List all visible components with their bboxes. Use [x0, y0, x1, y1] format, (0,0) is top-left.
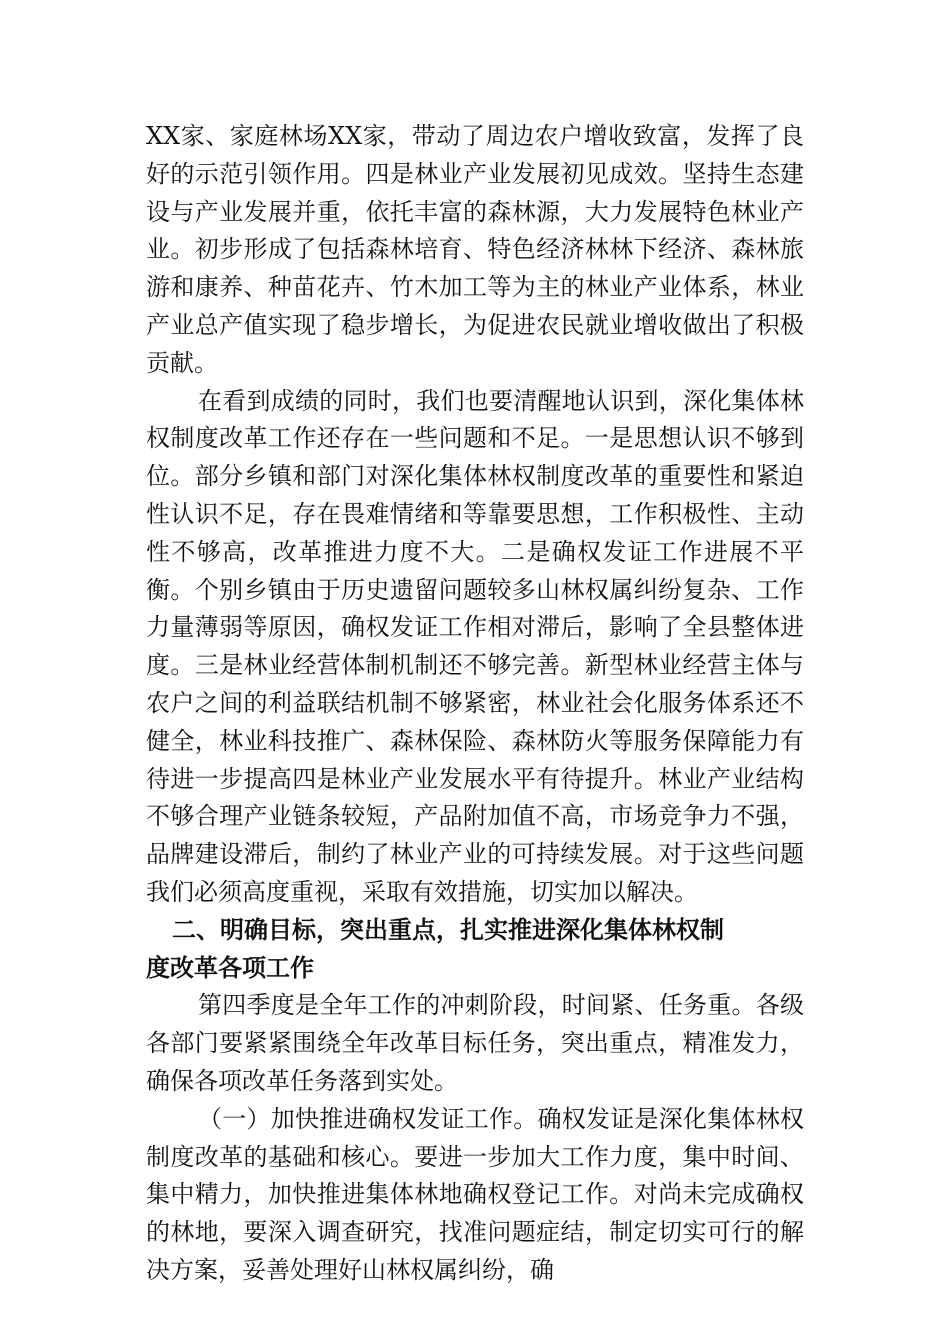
section-heading-line-1: 二、明确目标，突出重点，扎实推进深化集体林权制 [172, 915, 724, 944]
section-heading [146, 912, 804, 988]
paragraph-forestry-industry-achievements: XX家、家庭林场XX家，带动了周边农户增收致富，发挥了良好的示范引领作用。四是林业产业发展初见成效。坚持生态建设与产业发展并重，依托丰富的森林源，大力发展特色林业产业。初步形成了包括森林培育、特色经济林林下经济、森林旅游和康养、种苗花卉、竹木加工等为主的林业产业体系，林业产业总产值实现了稳步增长，为促进农民就业增收做出了积极贡献。 [146, 122, 804, 377]
section-heading-line-2: 度改革各项工作 [146, 953, 314, 982]
document-page [146, 118, 804, 1290]
paragraph-accelerate-certification: （一）加快推进确权发证工作。确权发证是深化集体林权制度改革的基础和核心。要进一步加大工作力度，集中时间、集中精力，加快推进集体林地确权登记工作。对尚未完成确权的林地，要深入调查研究，找准问题症结，制定切实可行的解决方案，妥善处理好山林权属纠纷，确 [146, 1104, 804, 1284]
paragraph-problems-and-shortcomings: 在看到成绩的同时，我们也要清醒地认识到，深化集体林权制度改革工作还存在一些问题和不足。一是思想认识不够到位。部分乡镇和部门对深化集体林权制度改革的重要性和紧迫性认识不足，存在畏难情绪和等靠要思想，工作积极性、主动性不够高，改革推进力度不大。二是确权发证工作进展不平衡。个别乡镇由于历史遗留问题较多山林权属纠纷复杂、工作力量薄弱等原因，确权发证工作相对滞后，影响了全县整体进度。三是林业经营体制机制还不够完善。新型林业经营主体与农户之间的利益联结机制不够紧密，林业社会化服务体系还不健全，林业科技推广、森林保险、森林防火等服务保障能力有待进一步提高四是林业产业发展水平有待提升。林业产业结构不够合理产业链条较短，产品附加值不高，市场竞争力不强，品牌建设滞后，制约了林业产业的可持续发展。对于这些问题我们必须高度重视，采取有效措施，切实加以解决。 [146, 386, 804, 906]
paragraph-fourth-quarter: 第四季度是全年工作的冲刺阶段，时间紧、任务重。各级各部门要紧紧围绕全年改革目标任务，突出重点，精准发力，确保各项改革任务落到实处。 [146, 991, 804, 1095]
